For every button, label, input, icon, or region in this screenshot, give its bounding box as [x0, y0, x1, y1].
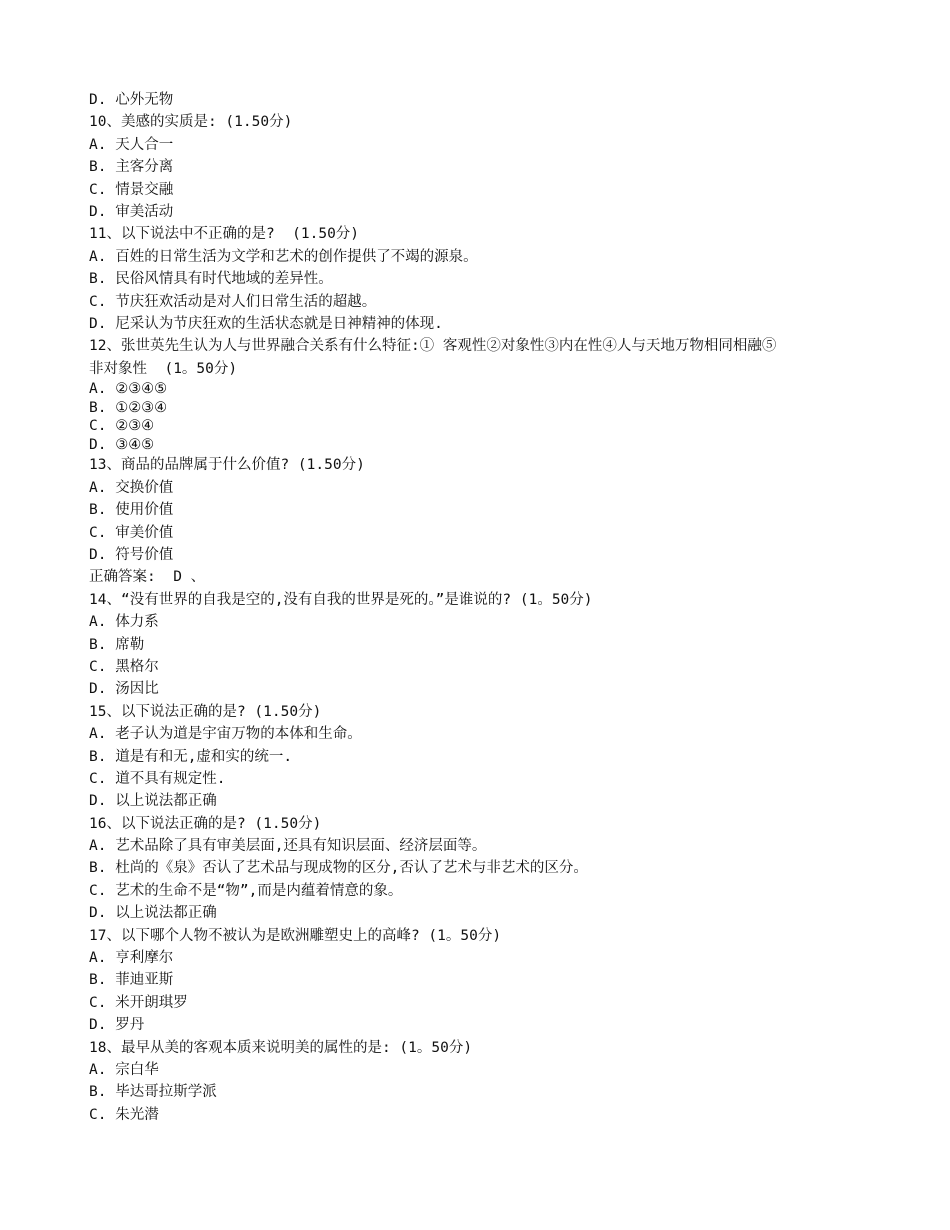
option-line: B. 使用价值 [89, 502, 174, 519]
question-line: 18、最早从美的客观本质来说明美的属性的是: (1。50分) [89, 1039, 473, 1056]
option-line: B. ①②③④ [89, 399, 168, 416]
option-line: C. 审美价值 [89, 524, 174, 541]
option-line: A. ②③④⑤ [89, 381, 168, 398]
question-line-continued: 非对象性 (1。50分) [89, 360, 238, 377]
option-line: B. 民俗风情具有时代地域的差异性。 [89, 271, 333, 288]
option-line: A. 老子认为道是宇宙万物的本体和生命。 [89, 726, 362, 743]
option-line: C. 黑格尔 [89, 658, 159, 675]
option-line: D. ③④⑤ [89, 436, 155, 453]
question-line: 11、以下说法中不正确的是? (1.50分) [89, 226, 360, 243]
option-line: C. 朱光潜 [89, 1106, 159, 1123]
option-line: A. 亨利摩尔 [89, 950, 174, 967]
option-line: D. 审美活动 [89, 203, 174, 220]
question-line: 16、以下说法正确的是? (1.50分) [89, 815, 322, 832]
option-line: A. 交换价值 [89, 479, 174, 496]
question-line: 13、商品的品牌属于什么价值? (1.50分) [89, 457, 365, 474]
option-line: C. ②③④ [89, 418, 155, 435]
option-line: D. 心外无物 [89, 92, 174, 108]
answer-line: 正确答案: D 、 [89, 569, 206, 586]
option-line: B. 主客分离 [89, 159, 174, 176]
option-line: B. 席勒 [89, 636, 145, 653]
option-line: D. 汤因比 [89, 681, 159, 698]
option-line: A. 天人合一 [89, 136, 174, 153]
option-line: B. 道是有和无,虚和实的统一. [89, 748, 293, 765]
option-line: C. 米开朗琪罗 [89, 994, 188, 1011]
option-line: D. 符号价值 [89, 547, 174, 564]
option-line: B. 杜尚的《泉》否认了艺术品与现成物的区分,否认了艺术与非艺术的区分。 [89, 860, 588, 877]
option-line: A. 宗白华 [89, 1062, 159, 1078]
option-line: A. 体力系 [89, 614, 159, 631]
option-line: C. 道不具有规定性. [89, 770, 226, 787]
option-line: B. 菲迪亚斯 [89, 972, 174, 989]
question-line: 15、以下说法正确的是? (1.50分) [89, 703, 322, 720]
document-body [89, 89, 889, 1126]
question-line: 14、“没有世界的自我是空的,没有自我的世界是死的。”是谁说的? (1。50分) [89, 591, 593, 608]
question-line: 17、以下哪个人物不被认为是欧洲雕塑史上的高峰? (1。50分) [89, 927, 502, 944]
option-line: C. 节庆狂欢活动是对人们日常生活的超越。 [89, 293, 377, 310]
option-line: D. 以上说法都正确 [89, 905, 217, 922]
question-line: 12、张世英先生认为人与世界融合关系有什么特征:① 客观性②对象性③内在性④人与天地万物相同相融⑤ [89, 338, 777, 355]
option-line: C. 艺术的生命不是“物”,而是内蕴着情意的象。 [89, 882, 403, 899]
option-line: C. 情景交融 [89, 181, 174, 198]
option-line: D. 罗丹 [89, 1017, 145, 1034]
option-line: A. 艺术品除了具有审美层面,还具有知识层面、经济层面等。 [89, 838, 487, 855]
option-line: D. 以上说法都正确 [89, 793, 217, 810]
option-line: A. 百姓的日常生活为文学和艺术的创作提供了不竭的源泉。 [89, 248, 478, 265]
option-line: D. 尼采认为节庆狂欢的生活状态就是日神精神的体现. [89, 315, 443, 332]
question-line: 10、美感的实质是: (1.50分) [89, 114, 293, 131]
option-line: B. 毕达哥拉斯学派 [89, 1084, 217, 1101]
